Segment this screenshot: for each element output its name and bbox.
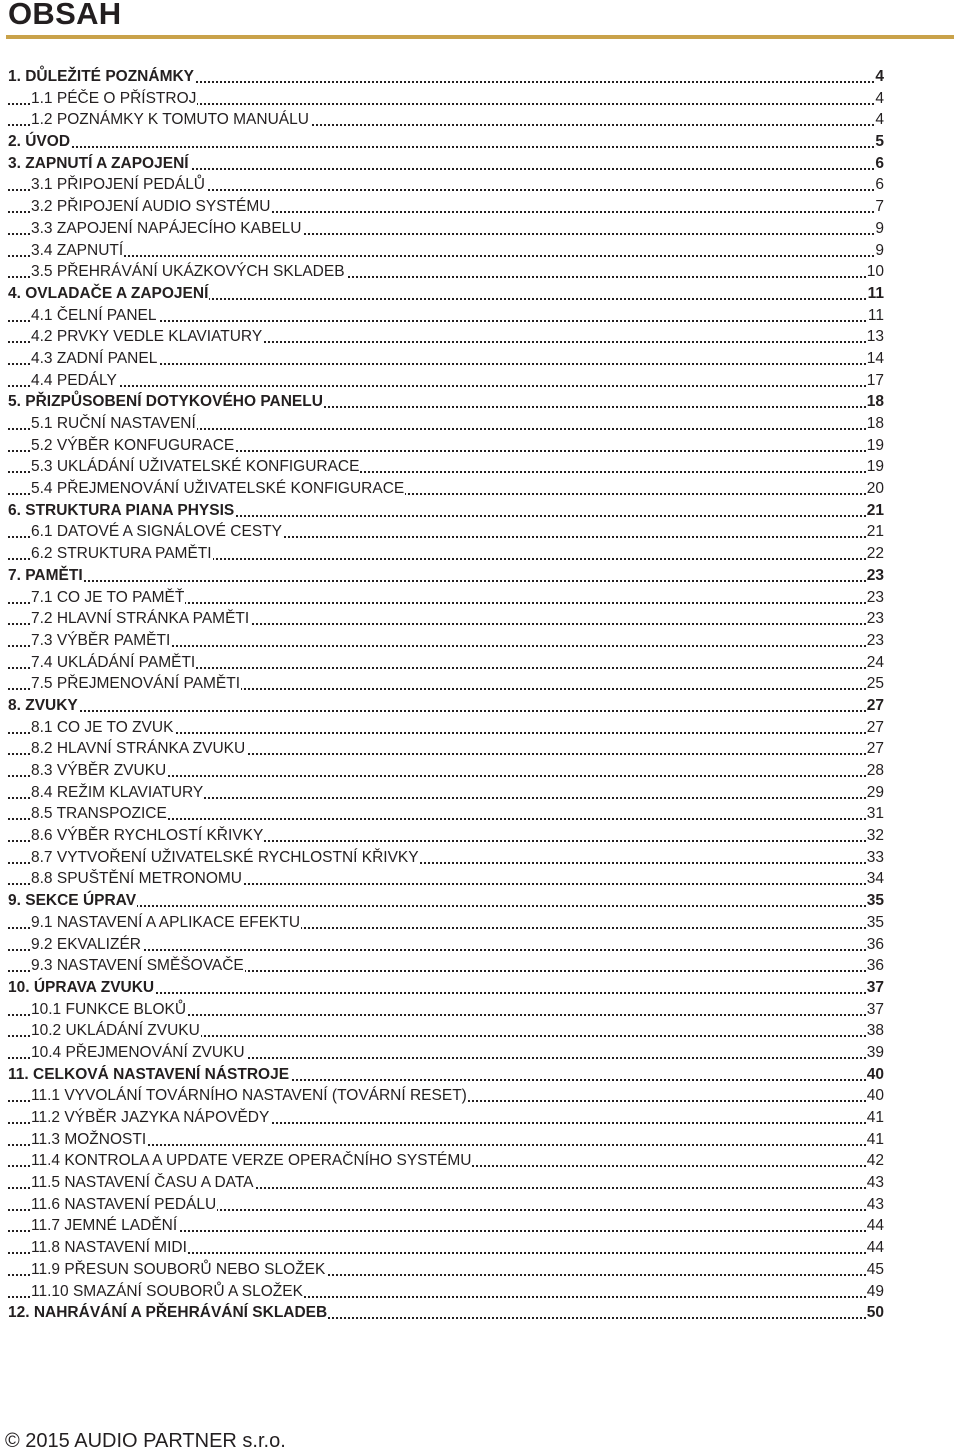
toc-section-entry[interactable]	[0, 760, 960, 782]
toc-entry-label: 5.1 RUČNÍ NASTAVENÍ	[31, 413, 197, 435]
toc-chapter-entry[interactable]	[0, 66, 960, 88]
toc-section-entry[interactable]	[0, 587, 960, 609]
toc-entry-label: 11. CELKOVÁ NASTAVENÍ NÁSTROJE	[8, 1064, 290, 1086]
toc-entry-label: 10. ÚPRAVA ZVUKU	[8, 977, 155, 999]
toc-page-number: 18	[866, 413, 884, 435]
toc-entry-label: 11.2 VÝBĚR JAZYKA NÁPOVĚDY	[31, 1107, 270, 1129]
toc-section-entry[interactable]	[0, 1194, 960, 1216]
toc-section-entry[interactable]	[0, 543, 960, 565]
toc-page-number: 35	[866, 912, 884, 934]
toc-section-entry[interactable]	[0, 803, 960, 825]
toc-page-number: 44	[866, 1215, 884, 1237]
toc-entry-label: 5.4 PŘEJMENOVÁNÍ UŽIVATELSKÉ KONFIGURACE	[31, 478, 405, 500]
toc-chapter-entry[interactable]	[0, 565, 960, 587]
toc-section-entry[interactable]	[0, 1259, 960, 1281]
toc-section-entry[interactable]	[0, 1237, 960, 1259]
toc-page-number: 19	[866, 456, 884, 478]
toc-page-number: 44	[866, 1237, 884, 1259]
toc-page-number: 23	[866, 630, 884, 652]
toc-entry-label: 10.1 FUNKCE BLOKŮ	[31, 999, 187, 1021]
toc-entry-label: 8.7 VYTVOŘENÍ UŽIVATELSKÉ RYCHLOSTNÍ KŘIVKY	[31, 847, 420, 869]
toc-page-number: 18	[866, 391, 884, 413]
toc-entry-label: 8.4 REŽIM KLAVIATURY	[31, 782, 204, 804]
toc-chapter-entry[interactable]	[0, 977, 960, 999]
toc-page-number: 32	[866, 825, 884, 847]
toc-section-entry[interactable]	[0, 413, 960, 435]
toc-entry-label: 11.3 MOŽNOSTI	[31, 1129, 147, 1151]
toc-page-number: 45	[866, 1259, 884, 1281]
toc-page-number: 20	[866, 478, 884, 500]
toc-section-entry[interactable]	[0, 348, 960, 370]
toc-section-entry[interactable]	[0, 305, 960, 327]
toc-section-entry[interactable]	[0, 738, 960, 760]
toc-page-number: 27	[866, 717, 884, 739]
toc-dot-leader	[8, 580, 882, 582]
toc-entry-label: 10.4 PŘEJMENOVÁNÍ ZVUKU	[31, 1042, 246, 1064]
toc-section-entry[interactable]	[0, 1172, 960, 1194]
toc-entry-label: 7.1 CO JE TO PAMĚŤ	[31, 587, 185, 609]
toc-entry-label: 3.1 PŘIPOJENÍ PEDÁLŮ	[31, 174, 206, 196]
toc-section-entry[interactable]	[0, 847, 960, 869]
toc-page-number: 43	[866, 1194, 884, 1216]
toc-entry-label: 5.3 UKLÁDÁNÍ UŽIVATELSKÉ KONFIGURACE	[31, 456, 360, 478]
toc-page-number: 11	[867, 305, 884, 327]
page-title: OBSAH	[8, 0, 122, 31]
toc-entry-label: 8.6 VÝBĚR RYCHLOSTÍ KŘIVKY	[31, 825, 264, 847]
toc-page-number: 23	[866, 565, 884, 587]
toc-entry-label: 8.5 TRANSPOZICE	[31, 803, 168, 825]
toc-page-number: 7	[874, 196, 884, 218]
toc-page-number: 4	[874, 66, 884, 88]
title-divider	[6, 35, 954, 39]
toc-page-number: 14	[866, 348, 884, 370]
toc-section-entry[interactable]	[0, 652, 960, 674]
toc-section-entry[interactable]	[0, 109, 960, 131]
toc-page-number: 25	[866, 673, 884, 695]
toc-section-entry[interactable]	[0, 1107, 960, 1129]
toc-page-number: 27	[866, 695, 884, 717]
toc-entry-label: 7.3 VÝBĚR PAMĚTI	[31, 630, 171, 652]
toc-section-entry[interactable]	[0, 370, 960, 392]
toc-entry-label: 4. OVLADAČE A ZAPOJENÍ	[8, 283, 209, 305]
toc-page-number: 4	[874, 109, 884, 131]
toc-entry-label: 11.1 VYVOLÁNÍ TOVÁRNÍHO NASTAVENÍ (TOVÁRNÍ RESET)	[31, 1085, 468, 1107]
toc-page-number: 22	[866, 543, 884, 565]
toc-entry-label: 6. STRUKTURA PIANA PHYSIS	[8, 500, 235, 522]
toc-section-entry[interactable]	[0, 1020, 960, 1042]
toc-chapter-entry[interactable]	[0, 500, 960, 522]
toc-page-number: 42	[866, 1150, 884, 1172]
toc-entry-label: 7.5 PŘEJMENOVÁNÍ PAMĚTI	[31, 673, 241, 695]
toc-chapter-entry[interactable]	[0, 890, 960, 912]
toc-entry-label: 3. ZAPNUTÍ A ZAPOJENÍ	[8, 153, 190, 175]
toc-section-entry[interactable]	[0, 630, 960, 652]
toc-page-number: 50	[866, 1302, 884, 1324]
toc-section-entry[interactable]	[0, 1085, 960, 1107]
toc-entry-label: 6.1 DATOVÉ A SIGNÁLOVÉ CESTY	[31, 521, 283, 543]
toc-entry-label: 6.2 STRUKTURA PAMĚTI	[31, 543, 213, 565]
toc-page-number: 19	[866, 435, 884, 457]
toc-page-number: 17	[866, 370, 884, 392]
toc-section-entry[interactable]	[0, 1042, 960, 1064]
toc-page-number: 23	[866, 587, 884, 609]
toc-dot-leader	[8, 255, 882, 257]
toc-section-entry[interactable]	[0, 1150, 960, 1172]
toc-entry-label: 4.4 PEDÁLY	[31, 370, 118, 392]
toc-page-number: 21	[866, 521, 884, 543]
toc-chapter-entry[interactable]	[0, 131, 960, 153]
toc-section-entry[interactable]	[0, 912, 960, 934]
toc-dot-leader	[8, 146, 882, 148]
toc-entry-label: 11.7 JEMNÉ LADĚNÍ	[31, 1215, 178, 1237]
toc-entry-label: 1. DŮLEŽITÉ POZNÁMKY	[8, 66, 195, 88]
toc-section-entry[interactable]	[0, 521, 960, 543]
toc-section-entry[interactable]	[0, 999, 960, 1021]
toc-page-number: 23	[866, 608, 884, 630]
toc-entry-label: 10.2 UKLÁDÁNÍ ZVUKU	[31, 1020, 201, 1042]
toc-page-number: 9	[874, 240, 884, 262]
toc-section-entry[interactable]	[0, 1215, 960, 1237]
toc-entry-label: 5. PŘIZPŮSOBENÍ DOTYKOVÉHO PANELU	[8, 391, 324, 413]
toc-page-number: 6	[874, 153, 884, 175]
toc-entry-label: 8.8 SPUŠTĚNÍ METRONOMU	[31, 868, 243, 890]
toc-entry-label: 8.2 HLAVNÍ STRÁNKA ZVUKU	[31, 738, 246, 760]
toc-dot-leader	[8, 385, 882, 387]
toc-entry-label: 4.3 ZADNÍ PANEL	[31, 348, 158, 370]
toc-section-entry[interactable]	[0, 955, 960, 977]
toc-entry-label: 12. NAHRÁVÁNÍ A PŘEHRÁVÁNÍ SKLADEB	[8, 1302, 328, 1324]
toc-entry-label: 11.9 PŘESUN SOUBORŮ NEBO SLOŽEK	[31, 1259, 326, 1281]
toc-page-number: 34	[866, 868, 884, 890]
toc-page-number: 40	[866, 1064, 884, 1086]
toc-section-entry[interactable]	[0, 934, 960, 956]
toc-entry-label: 11.4 KONTROLA A UPDATE VERZE OPERAČNÍHO SYSTÉMU	[31, 1150, 472, 1172]
toc-entry-label: 3.2 PŘIPOJENÍ AUDIO SYSTÉMU	[31, 196, 271, 218]
toc-section-entry[interactable]	[0, 825, 960, 847]
toc-section-entry[interactable]	[0, 868, 960, 890]
toc-entry-label: 9.3 NASTAVENÍ SMĚŠOVAČE	[31, 955, 245, 977]
toc-page-number: 9	[874, 218, 884, 240]
toc-entry-label: 1.2 POZNÁMKY K TOMUTO MANUÁLU	[31, 109, 310, 131]
toc-chapter-entry[interactable]	[0, 1064, 960, 1086]
toc-chapter-entry[interactable]	[0, 153, 960, 175]
toc-section-entry[interactable]	[0, 1129, 960, 1151]
toc-page-number: 10	[866, 261, 884, 283]
toc-page-number: 40	[866, 1085, 884, 1107]
toc-page-number: 49	[866, 1281, 884, 1303]
toc-page-number: 41	[866, 1107, 884, 1129]
toc-entry-label: 11.6 NASTAVENÍ PEDÁLU	[31, 1194, 217, 1216]
toc-section-entry[interactable]	[0, 456, 960, 478]
toc-entry-label: 5.2 VÝBĚR KONFUGURACE	[31, 435, 235, 457]
toc-page-number: 37	[866, 999, 884, 1021]
toc-chapter-entry[interactable]	[0, 695, 960, 717]
toc-entry-label: 4.1 ČELNÍ PANEL	[31, 305, 158, 327]
toc-page-number: 43	[866, 1172, 884, 1194]
toc-section-entry[interactable]	[0, 717, 960, 739]
toc-section-entry[interactable]	[0, 326, 960, 348]
toc-entry-label: 8.1 CO JE TO ZVUK	[31, 717, 174, 739]
toc-page-number: 35	[866, 890, 884, 912]
toc-section-entry[interactable]	[0, 174, 960, 196]
toc-page-number: 27	[866, 738, 884, 760]
toc-section-entry[interactable]	[0, 782, 960, 804]
toc-chapter-entry[interactable]	[0, 1302, 960, 1324]
toc-page-number: 11	[867, 283, 884, 305]
toc-page-number: 6	[874, 174, 884, 196]
toc-page-number: 21	[866, 500, 884, 522]
toc-entry-label: 8. ZVUKY	[8, 695, 79, 717]
toc-page-number: 39	[866, 1042, 884, 1064]
toc-page-number: 38	[866, 1020, 884, 1042]
toc-section-entry[interactable]	[0, 478, 960, 500]
toc-page-number: 36	[866, 934, 884, 956]
table-of-contents	[0, 66, 960, 1324]
toc-page-number: 37	[866, 977, 884, 999]
toc-entry-label: 11.10 SMAZÁNÍ SOUBORŮ A SLOŽEK	[31, 1281, 304, 1303]
toc-page-number: 5	[874, 131, 884, 153]
toc-entry-label: 7. PAMĚTI	[8, 565, 84, 587]
copyright-footer: © 2015 AUDIO PARTNER s.r.o.	[5, 1430, 286, 1452]
toc-page-number: 31	[866, 803, 884, 825]
toc-section-entry[interactable]	[0, 261, 960, 283]
toc-entry-label: 1.1 PÉČE O PŘÍSTROJ	[31, 88, 197, 110]
toc-section-entry[interactable]	[0, 435, 960, 457]
toc-page-number: 24	[866, 652, 884, 674]
toc-dot-leader	[8, 710, 882, 712]
toc-section-entry[interactable]	[0, 608, 960, 630]
toc-page-number: 28	[866, 760, 884, 782]
toc-entry-label: 11.8 NASTAVENÍ MIDI	[31, 1237, 188, 1259]
toc-entry-label: 11.5 NASTAVENÍ ČASU A DATA	[31, 1172, 255, 1194]
toc-section-entry[interactable]	[0, 1281, 960, 1303]
toc-chapter-entry[interactable]	[0, 283, 960, 305]
toc-dot-leader	[8, 905, 882, 907]
toc-section-entry[interactable]	[0, 88, 960, 110]
toc-section-entry[interactable]	[0, 218, 960, 240]
toc-section-entry[interactable]	[0, 240, 960, 262]
toc-page-number: 29	[866, 782, 884, 804]
toc-entry-label: 3.4 ZAPNUTÍ	[31, 240, 124, 262]
toc-entry-label: 3.3 ZAPOJENÍ NAPÁJECÍHO KABELU	[31, 218, 302, 240]
toc-page-number: 13	[866, 326, 884, 348]
toc-entry-label: 8.3 VÝBĚR ZVUKU	[31, 760, 167, 782]
toc-page-number: 41	[866, 1129, 884, 1151]
toc-entry-label: 2. ÚVOD	[8, 131, 71, 153]
toc-entry-label: 7.2 HLAVNÍ STRÁNKA PAMĚTI	[31, 608, 250, 630]
toc-section-entry[interactable]	[0, 673, 960, 695]
toc-page-number: 36	[866, 955, 884, 977]
toc-entry-label: 9.1 NASTAVENÍ A APLIKACE EFEKTU	[31, 912, 301, 934]
toc-entry-label: 7.4 UKLÁDÁNÍ PAMĚTI	[31, 652, 196, 674]
toc-page-number: 4	[874, 88, 884, 110]
toc-section-entry[interactable]	[0, 196, 960, 218]
toc-chapter-entry[interactable]	[0, 391, 960, 413]
toc-entry-label: 9.2 EKVALIZÉR	[31, 934, 142, 956]
toc-entry-label: 9. SEKCE ÚPRAV	[8, 890, 137, 912]
toc-entry-label: 3.5 PŘEHRÁVÁNÍ UKÁZKOVÝCH SKLADEB	[31, 261, 346, 283]
toc-page-number: 33	[866, 847, 884, 869]
toc-entry-label: 4.2 PRVKY VEDLE KLAVIATURY	[31, 326, 263, 348]
